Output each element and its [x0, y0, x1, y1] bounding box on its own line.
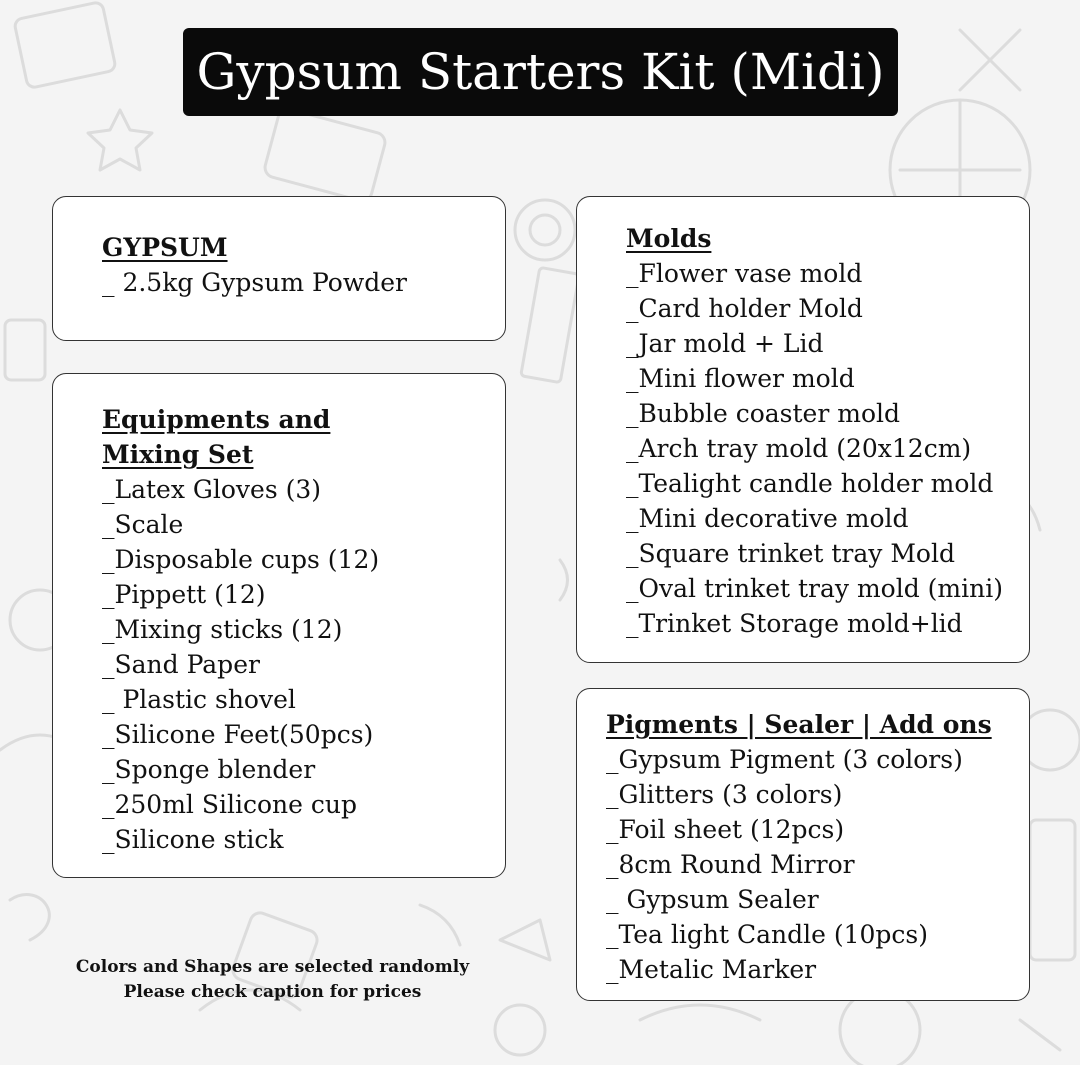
footnote: [40, 955, 505, 1005]
list-item: _Pippett (12): [102, 580, 266, 609]
list-item: _Tea light Candle (10pcs): [606, 920, 928, 949]
list-item: _Arch tray mold (20x12cm): [626, 434, 972, 463]
list-item: _Oval trinket tray mold (mini): [626, 574, 1003, 603]
molds-heading: Molds: [626, 224, 712, 253]
list-item: _250ml Silicone cup: [102, 790, 357, 819]
list-item: _Metalic Marker: [606, 955, 817, 984]
list-item: _ Plastic shovel: [102, 685, 296, 714]
list-item: _Glitters (3 colors): [606, 780, 843, 809]
list-item: _Mixing sticks (12): [102, 615, 343, 644]
gypsum-heading: GYPSUM: [102, 233, 228, 262]
pigments-heading: Pigments | Sealer | Add ons: [606, 710, 992, 739]
list-item: _ Gypsum Sealer: [606, 885, 819, 914]
list-item: _Jar mold + Lid: [626, 329, 824, 358]
list-item: _Mini flower mold: [626, 364, 855, 393]
equipment-heading-line1: Equipments and: [102, 405, 331, 434]
list-item: _Silicone stick: [102, 825, 284, 854]
equipment-card: [52, 373, 506, 878]
list-item: _Latex Gloves (3): [102, 475, 322, 504]
equipment-heading-line2: Mixing Set: [102, 440, 254, 469]
list-item: _Scale: [102, 510, 184, 539]
list-item: _Tealight candle holder mold: [626, 469, 994, 498]
page-title: Gypsum Starters Kit (Midi): [196, 43, 885, 101]
list-item: _Trinket Storage mold+lid: [626, 609, 963, 638]
pigments-card: [576, 688, 1030, 1001]
list-item: _Silicone Feet(50pcs): [102, 720, 374, 749]
list-item: _Foil sheet (12pcs): [606, 815, 845, 844]
gypsum-item: _ 2.5kg Gypsum Powder: [102, 268, 407, 297]
list-item: _Disposable cups (12): [102, 545, 380, 574]
list-item: _Sand Paper: [102, 650, 260, 679]
footnote-line1: Colors and Shapes are selected randomly: [75, 957, 470, 977]
list-item: _Gypsum Pigment (3 colors): [606, 745, 963, 774]
list-item: _Mini decorative mold: [626, 504, 909, 533]
list-item: _Bubble coaster mold: [626, 399, 900, 428]
list-item: _Sponge blender: [102, 755, 316, 784]
title-banner: [183, 28, 898, 116]
molds-card: [576, 196, 1030, 663]
gypsum-card: [52, 196, 506, 341]
list-item: _Square trinket tray Mold: [626, 539, 955, 568]
list-item: _Flower vase mold: [626, 259, 863, 288]
list-item: _8cm Round Mirror: [606, 850, 855, 879]
footnote-line2: Please check caption for prices: [123, 982, 422, 1002]
list-item: _Card holder Mold: [626, 294, 863, 323]
